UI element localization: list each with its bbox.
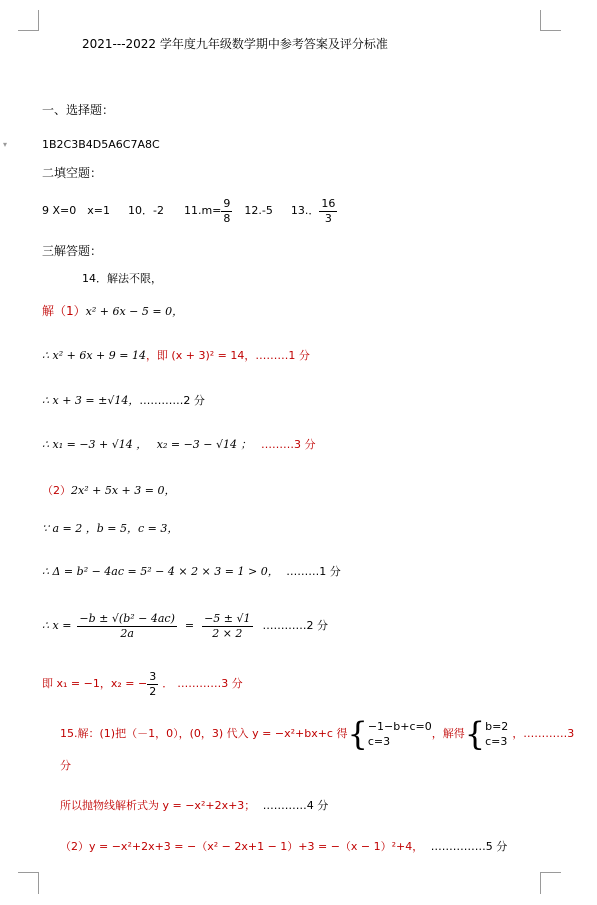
q15-system-1 <box>347 715 432 753</box>
crop-mark-bottom-right-v <box>540 872 541 894</box>
q15-solve-text: ，解得 <box>431 727 465 740</box>
section-1-answers: 1B2C3B4D5A6C7A8C <box>42 138 160 151</box>
section-2-answers-row <box>42 194 337 228</box>
q15-line-1 <box>60 716 574 752</box>
equation: x² + 6x − 5 = 0， <box>85 305 184 318</box>
score-mark: ，…………3 <box>512 727 575 740</box>
crop-mark-top-right-v <box>540 10 541 30</box>
q14-part1-equation <box>42 303 183 320</box>
solution-label: 解（1） <box>42 304 86 318</box>
fraction-denominator: 3 <box>324 211 332 225</box>
fraction-denominator: 2 <box>149 684 157 698</box>
step-math: ∴ x + 3 = ±√14， <box>42 394 140 407</box>
q14-part2-equation <box>42 483 175 499</box>
fraction-denominator: 8 <box>223 211 231 225</box>
score-mark: …………3 分 <box>177 677 243 690</box>
root-prefix: ∴ x = <box>42 619 72 632</box>
score-mark: …………2 分 <box>262 619 329 632</box>
answer-q11-fraction <box>221 197 232 226</box>
answer-q13-fraction <box>319 197 337 226</box>
crop-mark-top-left-h <box>18 30 39 31</box>
solution-label: （2） <box>42 484 71 497</box>
score-mark: …………2 分 <box>139 394 205 407</box>
step-math-a: ∴ x² + 6x + 9 = 14 <box>42 349 146 362</box>
left-brace-icon: { <box>347 715 368 753</box>
q14-coefficients: ∵ a = 2 ，b = 5，c = 3， <box>42 522 179 535</box>
page-title: 2021---2022 学年度九年级数学期中参考答案及评分标准 <box>82 37 388 51</box>
answer-q10: 10．-2 <box>127 204 164 217</box>
score-mark: ………1 分 <box>255 349 310 362</box>
q14-step-3 <box>42 437 316 453</box>
section-1-heading: 一、选择题： <box>42 103 115 117</box>
q14-step-1 <box>42 348 310 364</box>
final-prefix: 即 x₁ = −1，x₂ = − <box>42 677 148 690</box>
fraction-numerator: 3 <box>149 669 157 683</box>
q15-expression: 所以抛物线解析式为 y = −x²+2x+3； <box>60 799 256 812</box>
collapse-arrow-icon: ▾ <box>3 140 8 149</box>
answer-q11-prefix: 11.m= <box>183 204 222 217</box>
equation: 2x² + 5x + 3 = 0， <box>71 484 176 497</box>
equals-sign: = <box>184 619 195 632</box>
fraction-numerator: 16 <box>321 196 336 210</box>
q14-step-2 <box>42 393 205 409</box>
crop-mark-bottom-right-h <box>540 872 561 873</box>
answer-q9: 9 X=0 x=1 <box>42 204 110 217</box>
q15-score-unit: 分 <box>60 759 71 772</box>
final-suffix: ． <box>162 677 174 690</box>
q15-line-2 <box>60 798 328 814</box>
section-3-heading: 三解答题： <box>42 244 103 258</box>
fraction-numerator: −b ± √(b² − 4ac) <box>79 611 175 625</box>
step-math-b: x₂ = −3 − √14 ； <box>156 438 252 451</box>
system-eq-1: b=2 <box>485 720 509 733</box>
final-fraction <box>147 670 158 699</box>
step-math-a: ∴ x₁ = −3 + √14 ， <box>42 438 148 451</box>
score-mark: …………4 分 <box>262 799 329 812</box>
answer-q12: 12.-5 <box>244 204 273 217</box>
fraction-numerator: 9 <box>223 196 231 210</box>
system-eq-1: −1−b+c=0 <box>367 720 432 733</box>
q14-root-formula <box>42 607 328 645</box>
root-fraction-general <box>77 612 176 641</box>
crop-mark-bottom-left-v <box>38 872 39 894</box>
q15-expression: （2）y = −x²+2x+3 = −（x² − 2x+1 − 1）+3 = −（x − 1）²+4， <box>60 840 424 853</box>
score-mark: ………3 分 <box>261 438 316 451</box>
q15-system-2 <box>464 715 509 753</box>
left-brace-icon: { <box>464 715 486 753</box>
q15-line-3 <box>60 839 507 855</box>
answer-q13-prefix: 13.． <box>290 204 320 217</box>
q14-intro: 14．解法不限， <box>82 272 162 285</box>
crop-mark-top-left-v <box>38 10 39 30</box>
crop-mark-top-right-h <box>540 30 561 31</box>
system-eq-2: c=3 <box>367 735 391 748</box>
q15-text: 15.解：(1)把（－1，0），(0，3) 代入 y = −x²+bx+c 得 <box>60 727 348 740</box>
q14-final-answer <box>42 666 243 702</box>
crop-mark-bottom-left-h <box>18 872 39 873</box>
q14-discriminant <box>42 564 341 580</box>
score-mark: ……………5 分 <box>430 840 508 853</box>
step-math-b: ，即 (x + 3)² = 14， <box>145 349 256 362</box>
fraction-denominator: 2a <box>120 626 134 640</box>
root-fraction-values <box>202 612 252 641</box>
fraction-numerator: −5 ± √1 <box>204 611 251 625</box>
discriminant-math: ∴ Δ = b² − 4ac = 5² − 4 × 2 × 3 = 1 > 0， <box>42 565 279 578</box>
section-2-heading: 二填空题： <box>42 166 103 180</box>
score-mark: ………1 分 <box>286 565 341 578</box>
system-eq-2: c=3 <box>485 735 508 748</box>
fraction-denominator: 2 × 2 <box>212 626 243 640</box>
